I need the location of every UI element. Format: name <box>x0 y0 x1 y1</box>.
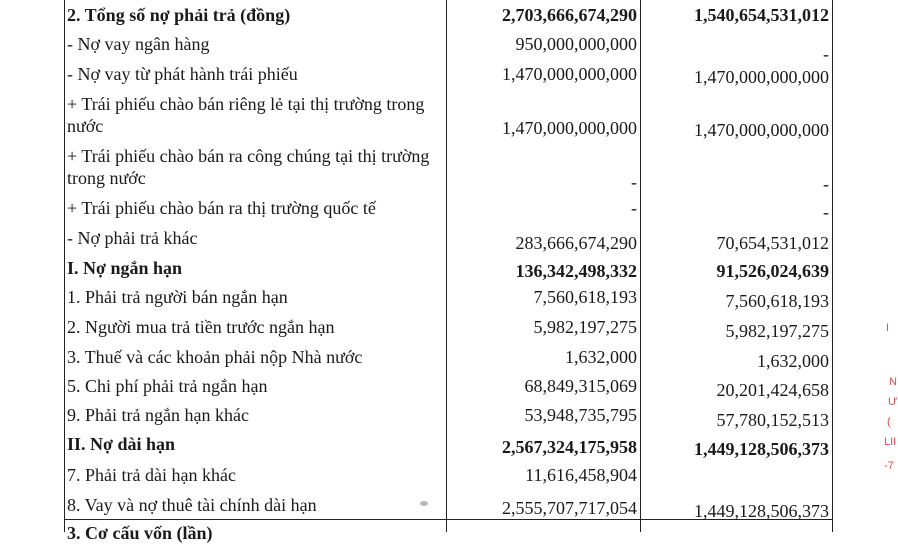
stamp-char: ( <box>887 416 891 428</box>
row-label: + Trái phiếu chào bán riêng lẻ tại thị trường trong nước <box>67 94 425 136</box>
row-label: - Nợ vay từ phát hành trái phiếu <box>67 64 298 84</box>
value-previous: 20,201,424,658 <box>716 380 829 400</box>
value-current: - <box>631 172 637 192</box>
row-label: II. Nợ dài hạn <box>67 434 176 454</box>
value-current: 2,555,707,717,054 <box>502 498 637 518</box>
value-current: 136,342,498,332 <box>515 261 637 281</box>
row-label: 7. Phải trả dài hạn khác <box>67 465 236 485</box>
value-current: 68,849,315,069 <box>524 376 637 396</box>
ink-spot <box>420 501 428 506</box>
value-previous: 57,780,152,513 <box>716 410 829 430</box>
row-label: - Nợ vay ngân hàng <box>67 34 210 54</box>
value-previous: - <box>823 174 829 194</box>
value-current: 7,560,618,193 <box>533 287 637 307</box>
value-current: - <box>631 198 637 218</box>
value-current: 1,470,000,000,000 <box>502 64 637 84</box>
row-label: 2. Người mua trả tiền trước ngắn hạn <box>67 317 335 337</box>
column-divider <box>832 0 833 532</box>
value-previous: 1,540,654,531,012 <box>694 5 829 25</box>
stamp-char: I <box>886 322 890 334</box>
stamp-char: LII <box>884 436 897 448</box>
stamp-char: N <box>889 376 897 388</box>
value-current: 283,666,674,290 <box>515 233 637 253</box>
value-current: 1,470,000,000,000 <box>502 118 637 138</box>
value-current: 11,616,458,904 <box>525 465 637 485</box>
value-current: 2,567,324,175,958 <box>502 437 637 457</box>
value-current: 950,000,000,000 <box>515 34 637 54</box>
value-previous: 1,470,000,000,000 <box>694 120 829 140</box>
row-label: 8. Vay và nợ thuê tài chính dài hạn <box>67 495 317 515</box>
value-current: 2,703,666,674,290 <box>502 5 637 25</box>
value-previous: 91,526,024,639 <box>716 261 829 281</box>
value-current: 5,982,197,275 <box>533 317 637 337</box>
value-current: 53,948,735,795 <box>524 405 637 425</box>
row-label: 2. Tổng số nợ phải trả (đồng) <box>67 5 291 25</box>
row-label: 5. Chi phí phải trả ngắn hạn <box>67 376 268 396</box>
value-previous: 1,632,000 <box>757 351 829 371</box>
value-previous: 1,470,000,000,000 <box>694 67 829 87</box>
stamp-char: -7 <box>884 460 894 472</box>
value-current: 1,632,000 <box>565 347 637 367</box>
value-previous: 70,654,531,012 <box>716 233 829 253</box>
row-label: 1. Phải trả người bán ngắn hạn <box>67 287 288 307</box>
row-label: + Trái phiếu chào bán ra công chúng tại thị trường trong nước <box>67 146 430 188</box>
row-label: 3. Thuế và các khoản phải nộp Nhà nước <box>67 347 363 367</box>
row-label: 9. Phải trả ngắn hạn khác <box>67 405 249 425</box>
value-previous: 7,560,618,193 <box>725 291 829 311</box>
value-previous: - <box>823 202 829 222</box>
row-label: + Trái phiếu chào bán ra thị trường quốc tế <box>67 198 376 218</box>
value-previous: - <box>823 44 829 64</box>
value-previous: 1,449,128,506,373 <box>694 501 829 521</box>
row-label: I. Nợ ngắn hạn <box>67 258 183 278</box>
row-label: - Nợ phải trả khác <box>67 228 198 248</box>
value-previous: 1,449,128,506,373 <box>694 439 829 459</box>
value-previous: 5,982,197,275 <box>725 321 829 341</box>
row-label: 3. Cơ cấu vốn (lần) <box>67 523 213 543</box>
stamp-char: Ư <box>888 396 898 408</box>
liabilities-table <box>64 0 833 543</box>
